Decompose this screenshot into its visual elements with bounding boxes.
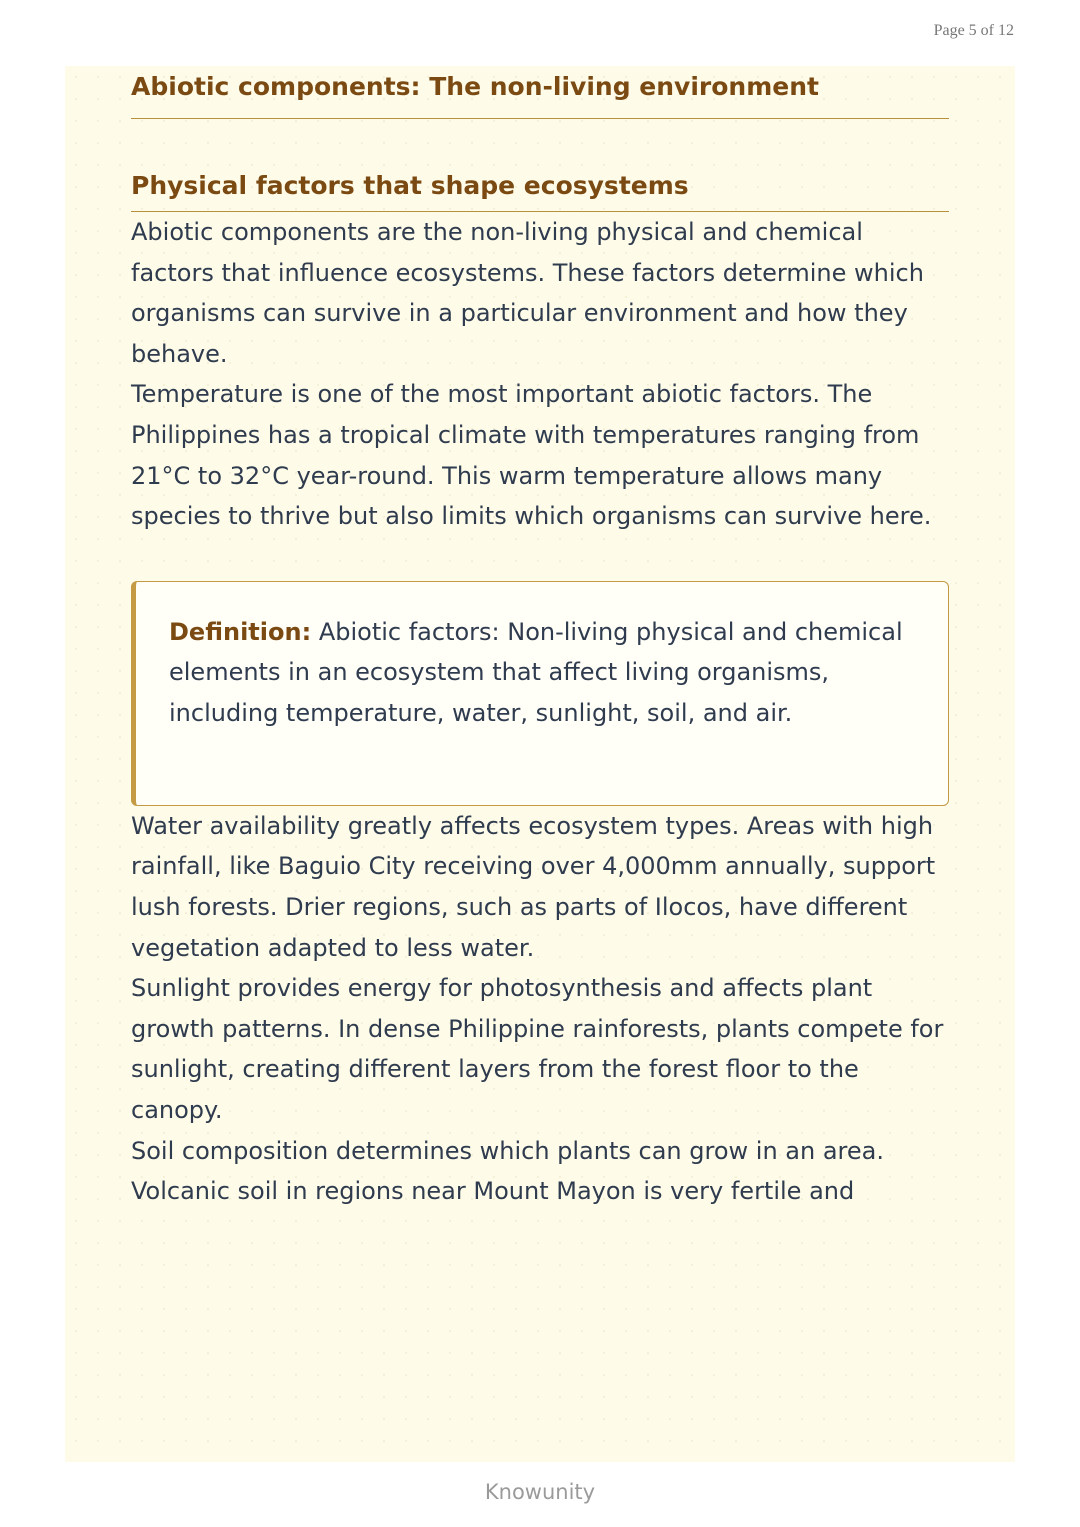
definition-label: Definition: xyxy=(169,617,312,646)
section-title: Abiotic components: The non-living environment xyxy=(131,66,949,119)
definition-text: Abiotic factors: Non-living physical and chemical elements in an ecosystem that affect living organisms, including temperature, water, sunlight, soil, and air. xyxy=(169,617,903,727)
footer-brand: Knowunity xyxy=(484,1480,596,1504)
note-sheet xyxy=(65,66,1015,1462)
paragraph-water: Water availability greatly affects ecosystem types. Areas with high rainfall, like Baguio City receiving over 4,000mm annually, support lush forests. Drier regions, such as parts of Ilocos, have different vegetation adapted to less water. xyxy=(131,811,936,962)
paragraph-sunlight: Sunlight provides energy for photosynthesis and affects plant growth patterns. In dense Philippine rainforests, plants compete for sunlight, creating different layers from the forest floor to the canopy. xyxy=(131,974,944,1124)
note-content xyxy=(131,66,949,1212)
paragraph-temperature: Temperature is one of the most important abiotic factors. The Philippines has a tropical climate with temperatures ranging from 21°C to 32°C year-round. This warm temperature allows many species to thrive but also limits which organisms can survive here. xyxy=(131,380,932,531)
paragraph-abiotic-intro: Abiotic components are the non-living physical and chemical factors that influence ecosystems. These factors determine which organisms can survive in a particular environment and how they behave. xyxy=(131,218,924,368)
page-number: Page 5 of 12 xyxy=(933,22,1014,39)
definition-box xyxy=(131,581,949,806)
paragraph-soil: Soil composition determines which plants can grow in an area. Volcanic soil in regions near Mount Mayon is very fertile and xyxy=(131,1136,884,1206)
section-subtitle: Physical factors that shape ecosystems xyxy=(131,165,949,212)
definition-text-block xyxy=(169,612,928,734)
